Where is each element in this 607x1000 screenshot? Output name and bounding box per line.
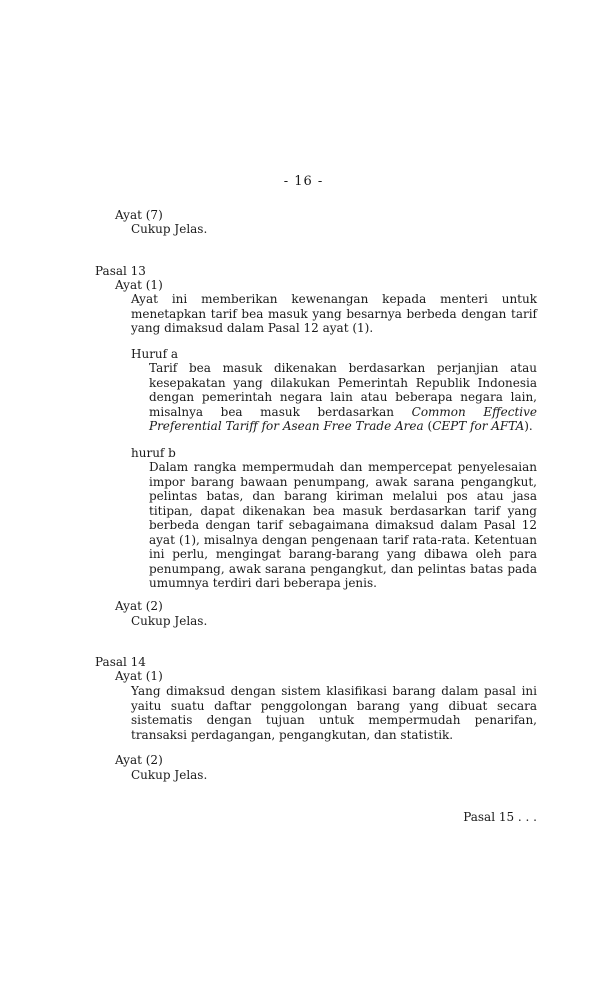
huruf-a-text-before: Tarif bea masuk dikenakan berdasarkan perjanjian atau kesepakatan yang dilakukan Pemerintah Republik Indonesia dengan pemerintah negara lain atau beberapa negara lain, misalnya bea masuk berdasarkan [149,361,537,419]
huruf-b-text: Dalam rangka mempermudah dan mempercepat penyelesaian impor barang bawaan penumpang, awak sarana pengangkut, pelintas batas, dan barang kiriman melalui pos atau jasa titipan, dapat dikenakan bea masuk berdasarkan tarif yang berbeda dengan tarif sebagaimana dimaksud dalam Pasal 12 ayat (1), misalnya dengan pengenaan tarif rata-rata. Ketentuan ini perlu, mengingat barang-barang yang dibawa oleh para penumpang, awak sarana pengangkut, dan pelintas batas pada umumnya terdiri dari beberapa jenis. [149,460,537,590]
pasal-14-ayat-2-label: Ayat (2) [115,753,163,767]
huruf-a-text-after: ). [524,419,533,433]
pasal-13-ayat-1-text: Ayat ini memberikan kewenangan kepada menteri untuk menetapkan tarif bea masuk yang besarnya berbeda dengan tarif yang dimaksud dalam Pasal 12 ayat (1). [131,292,537,335]
huruf-a-text-mid: ( [423,419,433,433]
pasal-14-title: Pasal 14 [95,655,146,669]
pasal-14-ayat-1-text: Yang dimaksud dengan sistem klasifikasi barang dalam pasal ini yaitu suatu daftar penggolongan barang yang dibuat secara sistematis dengan tujuan untuk mempermudah penarifan, transaksi perdagangan, pengangkutan, dan statistik. [131,684,537,742]
ayat-7-label: Ayat (7) [115,208,163,222]
huruf-a-text [149,361,537,434]
huruf-a-text-italic2: CEPT for AFTA [432,419,525,433]
pasal-13-ayat-2-text: Cukup Jelas. [131,614,208,628]
huruf-a-text-italic: Common Effective Preferential Tariff for Asean Free Trade Area [149,404,537,433]
pasal-13-ayat-2-label: Ayat (2) [115,599,163,613]
huruf-b-label: huruf b [131,446,176,460]
pasal-13-title: Pasal 13 [95,264,146,278]
pasal-14-ayat-2-text: Cukup Jelas. [131,768,208,782]
page-number: - 16 - [283,174,324,189]
pasal-14-ayat-1-label: Ayat (1) [115,669,163,683]
huruf-a-label: Huruf a [131,347,179,361]
pasal-13-ayat-1-label: Ayat (1) [115,278,163,292]
ayat-7-text: Cukup Jelas. [131,222,208,236]
next-page-reference: Pasal 15 . . . [463,810,537,824]
